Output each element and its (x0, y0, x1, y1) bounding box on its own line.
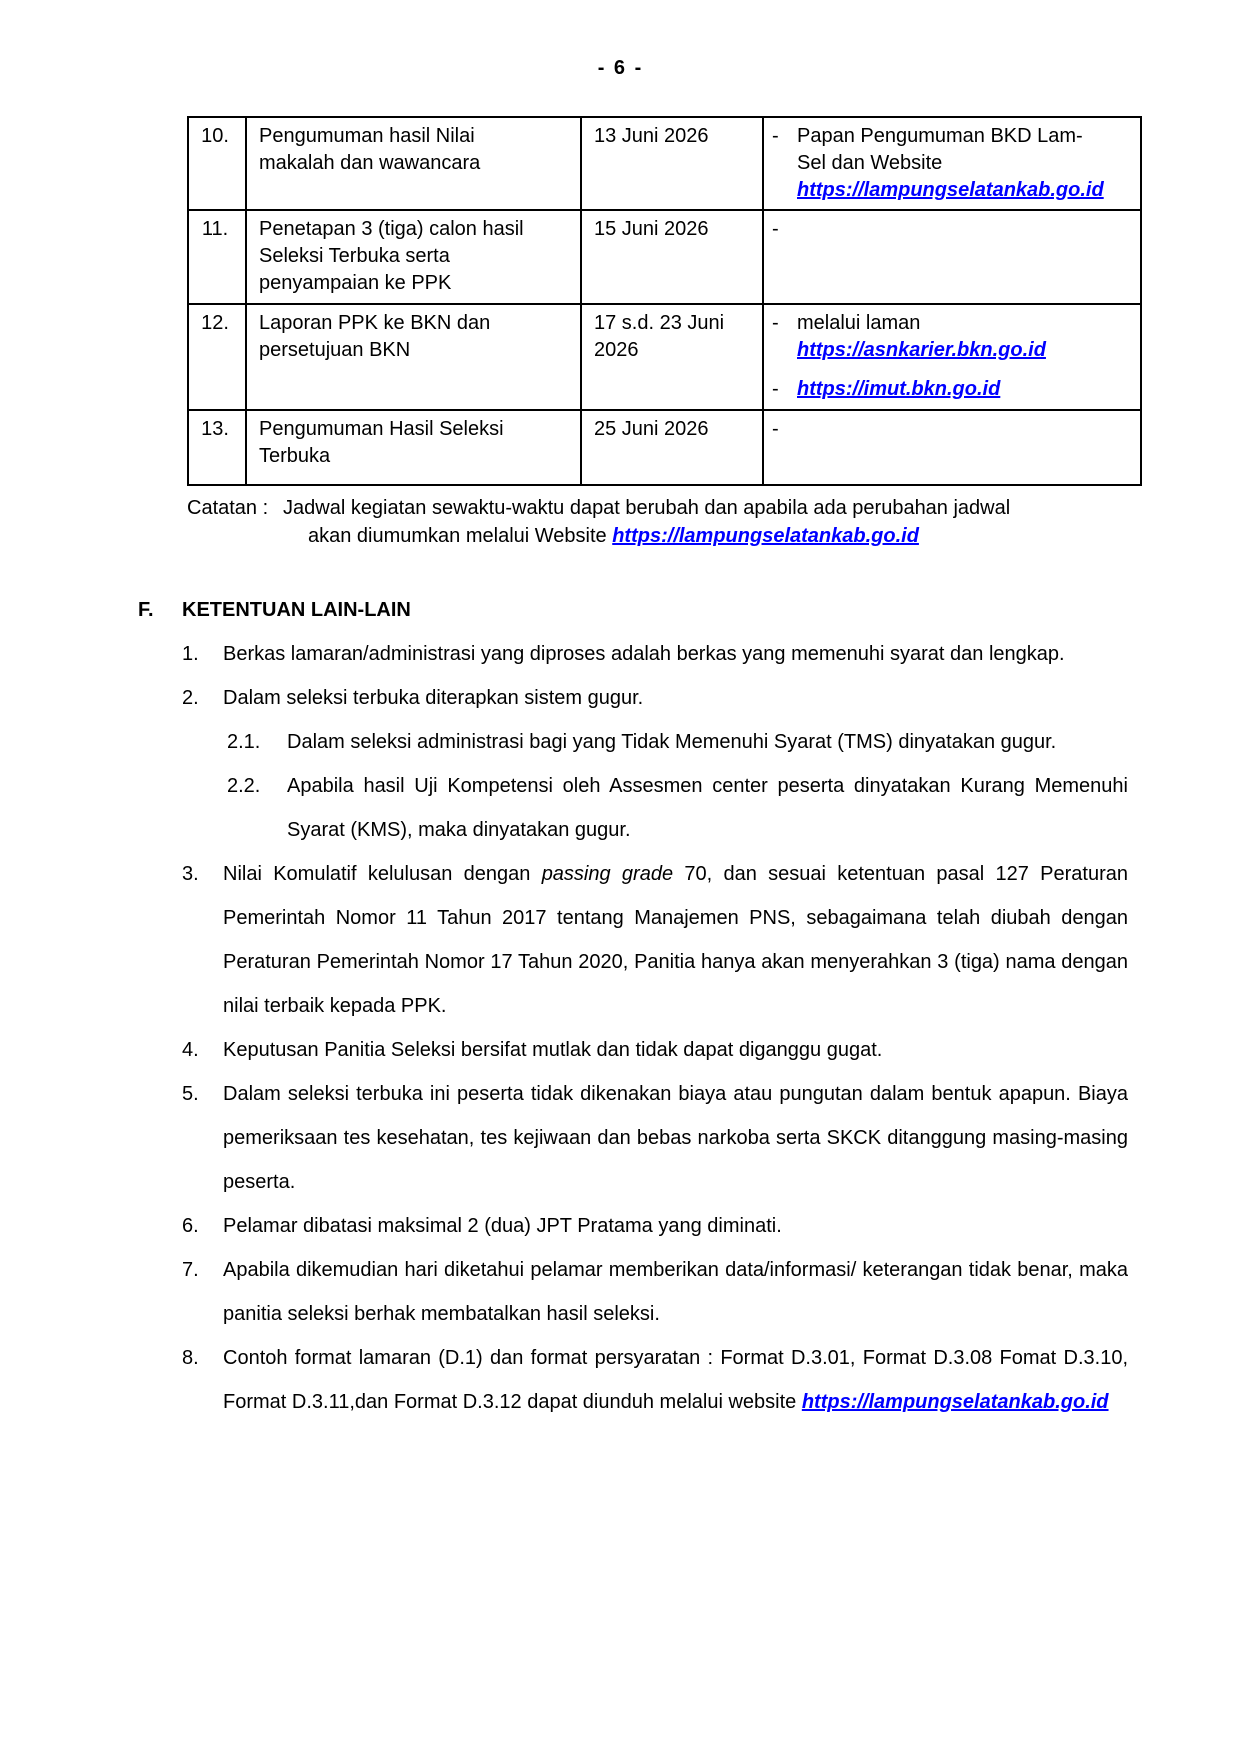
cell-activity (246, 210, 581, 304)
cell-no: 12. (188, 304, 246, 410)
item-text-run: Apabila dikemudian hari diketahui pelamar memberikan data/informasi/ keterangan tidak benar, maka panitia seleksi berhak membatalkan hasil seleksi. (223, 1259, 1128, 1325)
note-label: Catatan : (187, 497, 269, 519)
item-number: 8. (182, 1347, 199, 1369)
item-text-run: Pelamar dibatasi maksimal 2 (dua) JPT Pratama yang diminati. (223, 1215, 782, 1237)
cell-location (763, 410, 1141, 485)
dash-bullet: - (772, 418, 779, 440)
hyperlink-lampungselatankab[interactable]: https://lampungselatankab.go.id (612, 525, 919, 547)
item-text-run: 70, dan sesuai ketentuan pasal 127 Peraturan Pemerintah Nomor 11 Tahun 2017 tentang Manajemen PNS, sebagaimana telah diubah dengan Peraturan Pemerintah Nomor 17 Tahun 2020, Panitia hanya akan menyerahkan 3 (tiga) nama dengan nilai terbaik kepada PPK. (223, 863, 1128, 1017)
item-number: 2. (182, 687, 199, 709)
item-text-italic: passing grade (541, 863, 674, 885)
location-item (772, 416, 1130, 443)
list-item (182, 1204, 1128, 1248)
cell-location (763, 117, 1141, 210)
item-text-run: Dalam seleksi terbuka ini peserta tidak dikenakan biaya atau pungutan dalam bentuk apapun. Biaya pemeriksaan tes kesehatan, tes kejiwaan dan bebas narkoba serta SKCK ditanggung masing-masing peserta. (223, 1083, 1128, 1193)
hyperlink[interactable]: https://asnkarier.bkn.go.id (797, 339, 1046, 361)
table-row (188, 210, 1141, 304)
cell-activity (246, 410, 581, 485)
cell-date (581, 304, 763, 410)
item-text-run: Dalam seleksi administrasi bagi yang Tidak Memenuhi Syarat (TMS) dinyatakan gugur. (287, 731, 1057, 753)
date-line: 15 Juni 2026 (594, 218, 709, 240)
list-item (182, 720, 1128, 764)
table-note (187, 494, 1067, 550)
provisions-list (182, 632, 1128, 1424)
item-text (223, 1248, 1128, 1336)
cell-activity (246, 304, 581, 410)
cell-date (581, 410, 763, 485)
table-row (188, 117, 1141, 210)
location-item (772, 123, 1130, 204)
item-number: 3. (182, 863, 199, 885)
location-item-body (797, 310, 1130, 364)
dash-bullet: - (772, 312, 779, 334)
item-text (223, 1336, 1128, 1424)
activity-line: Seleksi Terbuka serta (259, 245, 450, 267)
note-line2 (283, 522, 1010, 550)
dash-bullet: - (772, 218, 779, 240)
date-line: 2026 (594, 339, 639, 361)
activity-line: Penetapan 3 (tiga) calon hasil (259, 218, 524, 240)
activity-line: Pengumuman Hasil Seleksi (259, 418, 504, 440)
activity-line: Terbuka (259, 445, 331, 467)
item-text (223, 1204, 1128, 1248)
activity-line: penyampaian ke PPK (259, 272, 452, 294)
cell-no: 13. (188, 410, 246, 485)
item-number: 2.1. (227, 731, 261, 753)
location-item (772, 310, 1130, 364)
hyperlink[interactable]: https://lampungselatankab.go.id (801, 1391, 1109, 1413)
date-line: 17 s.d. 23 Juni (594, 312, 725, 334)
activity-line: Laporan PPK ke BKN dan (259, 312, 491, 334)
note-body (283, 494, 1010, 550)
location-item (772, 376, 1130, 403)
item-number: 7. (182, 1259, 199, 1281)
page-number: - 6 - (597, 57, 644, 79)
item-number: 1. (182, 643, 199, 665)
activity-line: Pengumuman hasil Nilai (259, 125, 475, 147)
table-row (188, 410, 1141, 485)
item-text (223, 632, 1128, 676)
item-text-run: Nilai Komulatif kelulusan dengan (223, 863, 542, 885)
item-number: 2.2. (227, 775, 261, 797)
section-title: KETENTUAN LAIN-LAIN (182, 599, 411, 621)
hyperlink[interactable]: https://imut.bkn.go.id (797, 378, 1001, 400)
item-text-run: Dalam seleksi terbuka diterapkan sistem gugur. (223, 687, 644, 709)
location-item-body (797, 216, 1130, 243)
cell-no: 10. (188, 117, 246, 210)
item-text (223, 676, 1128, 720)
item-text-run: Contoh format lamaran (D.1) dan format persyaratan : Format D.3.01, Format D.3.08 Fomat D.3.10, Format D.3.11,dan Format D.3.12 dapat diunduh melalui website (223, 1347, 1128, 1413)
item-number: 5. (182, 1083, 199, 1105)
item-number: 6. (182, 1215, 199, 1237)
date-line: 13 Juni 2026 (594, 125, 709, 147)
cell-date (581, 210, 763, 304)
hyperlink[interactable]: https://lampungselatankab.go.id (797, 179, 1104, 201)
item-text (223, 1028, 1128, 1072)
activity-line: persetujuan BKN (259, 339, 411, 361)
location-item-body (797, 416, 1130, 443)
location-line: Papan Pengumuman BKD Lam- (797, 125, 1083, 147)
location-item (772, 216, 1130, 243)
schedule-table-body (188, 117, 1141, 485)
item-text (223, 1072, 1128, 1204)
section-label: F. (138, 599, 154, 621)
list-item (182, 632, 1128, 676)
list-item (182, 1028, 1128, 1072)
cell-activity (246, 117, 581, 210)
item-number: 4. (182, 1039, 199, 1061)
date-line: 25 Juni 2026 (594, 418, 709, 440)
table-row (188, 304, 1141, 410)
list-item (182, 1336, 1128, 1424)
note-line2-text: akan diumumkan melalui Website (308, 525, 613, 547)
location-item-body (797, 376, 1130, 403)
activity-line: makalah dan wawancara (259, 152, 481, 174)
note-line1: Jadwal kegiatan sewaktu-waktu dapat berubah dan apabila ada perubahan jadwal (283, 497, 1011, 519)
item-text-run: Berkas lamaran/administrasi yang diproses adalah berkas yang memenuhi syarat dan lengkap. (223, 643, 1065, 665)
dash-bullet: - (772, 125, 779, 147)
cell-location (763, 304, 1141, 410)
location-item-body (797, 123, 1130, 204)
schedule-table (187, 116, 1142, 486)
cell-no: 11. (188, 210, 246, 304)
item-text-run: Apabila hasil Uji Kompetensi oleh Assesmen center peserta dinyatakan Kurang Memenuhi Syarat (KMS), maka dinyatakan gugur. (287, 775, 1128, 841)
list-item (182, 852, 1128, 1028)
location-line: Sel dan Website (797, 152, 943, 174)
list-item (182, 764, 1128, 852)
list-item (182, 1072, 1128, 1204)
item-text (287, 764, 1128, 852)
item-text (287, 720, 1128, 764)
item-text (223, 852, 1128, 1028)
location-line: melalui laman (797, 312, 921, 334)
cell-date (581, 117, 763, 210)
list-item (182, 676, 1128, 720)
cell-location (763, 210, 1141, 304)
section-heading (138, 588, 411, 632)
list-item (182, 1248, 1128, 1336)
item-text-run: Keputusan Panitia Seleksi bersifat mutlak dan tidak dapat diganggu gugat. (223, 1039, 883, 1061)
dash-bullet: - (772, 378, 779, 400)
